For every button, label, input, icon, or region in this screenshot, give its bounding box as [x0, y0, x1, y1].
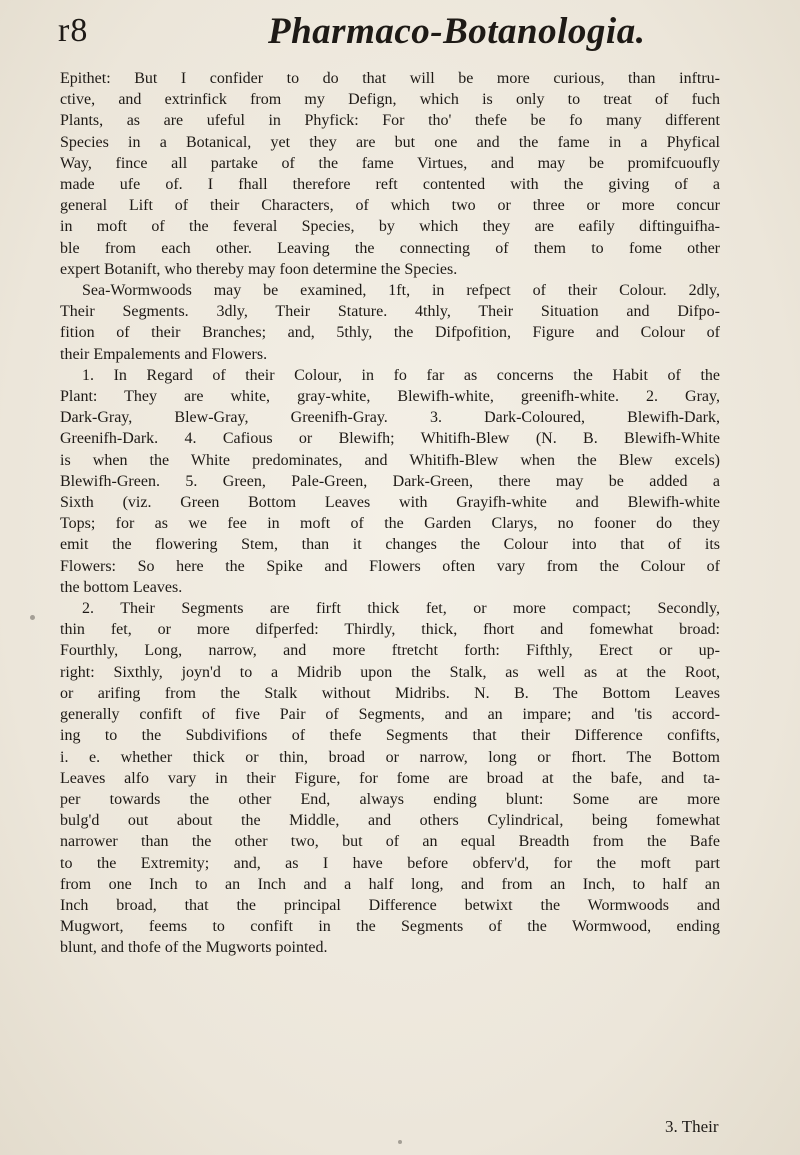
text-line: from one Inch to an Inch and a half long, and from an Inch, to half an — [60, 875, 720, 893]
ink-speck — [398, 1140, 402, 1144]
page-header — [58, 10, 742, 62]
body-text — [60, 68, 720, 959]
text-line: ble from each other. Leaving the connecting of them to fome other — [60, 239, 720, 257]
text-line: fition of their Branches; and, 5thly, the Difpofition, Figure and Colour of — [60, 324, 720, 342]
text-line: Plant: They are white, gray-white, Blewifh-white, greenifh-white. 2. Gray, — [60, 388, 720, 406]
text-line: per towards the other End, always ending blunt: Some are more — [60, 790, 720, 808]
text-line: Sixth (viz. Green Bottom Leaves with Grayifh-white and Blewifh-white — [60, 494, 720, 512]
text-line: their Empalements and Flowers. — [60, 345, 268, 363]
page-number: r8 — [58, 12, 89, 49]
text-line: to the Extremity; and, as I have before obferv'd, for the moft part — [60, 854, 720, 872]
text-line: Their Segments. 3dly, Their Stature. 4thly, Their Situation and Difpo- — [60, 303, 720, 321]
text-line: Sea-Wormwoods may be examined, 1ft, in refpect of their Colour. 2dly, — [82, 282, 720, 300]
text-line: Epithet: But I confider to do that will be more curious, than inftru- — [60, 70, 720, 87]
text-line: general Lift of their Characters, of which two or three or more concur — [60, 197, 720, 215]
text-line: Tops; for as we fee in moft of the Garden Clarys, no fooner do they — [60, 515, 720, 533]
text-line: i. e. whether thick or thin, broad or narrow, long or fhort. The Bottom — [60, 748, 720, 766]
text-line: expert Botanift, who thereby may foon determine the Species. — [60, 260, 458, 278]
text-line: thin fet, or more difperfed: Thirdly, thick, fhort and fomewhat broad: — [60, 621, 720, 639]
text-line: is when the White predominates, and Whitifh-Blew when the Blew excels) — [60, 451, 720, 469]
text-line: Plants, as are ufeful in Phyfick: For tho' thefe be fo many different — [60, 112, 720, 130]
text-line: Greenifh-Dark. 4. Cafious or Blewifh; Whitifh-Blew (N. B. Blewifh-White — [60, 430, 720, 448]
text-line: made ufe of. I fhall therefore reft contented with the giving of a — [60, 176, 720, 194]
text-line: emit the flowering Stem, than it changes the Colour into that of its — [60, 536, 720, 554]
text-line: Fourthly, Long, narrow, and more ftretcht forth: Fifthly, Erect or up- — [60, 642, 720, 660]
text-line: the bottom Leaves. — [60, 578, 183, 596]
text-line: ctive, and extrinfick from my Defign, which is only to treat of fuch — [60, 91, 720, 109]
text-line: Mugwort, feems to confift in the Segments of the Wormwood, ending — [60, 918, 720, 936]
text-line: blunt, and thofe of the Mugworts pointed. — [60, 939, 328, 957]
text-line: generally confift of five Pair of Segments, and an impare; and 'tis accord- — [60, 706, 720, 724]
ink-speck — [30, 615, 35, 620]
text-line: Flowers: So here the Spike and Flowers often vary from the Colour of — [60, 557, 720, 575]
text-line: 2. Their Segments are firft thick fet, or more compact; Secondly, — [82, 600, 720, 618]
text-line: Inch broad, that the principal Difference betwixt the Wormwoods and — [60, 896, 720, 914]
text-line: bulg'd out about the Middle, and others Cylindrical, being fomewhat — [60, 812, 720, 830]
text-line: 1. In Regard of their Colour, in fo far as concerns the Habit of the — [82, 366, 720, 384]
text-line: Way, fince all partake of the fame Virtues, and may be promifcuoufly — [60, 154, 720, 172]
text-line: ing to the Subdivifions of thefe Segments that their Difference confifts, — [60, 727, 720, 745]
text-line: or arifing from the Stalk without Midribs. N. B. The Bottom Leaves — [60, 684, 720, 702]
text-line: in moft of the feveral Species, by which they are eafily diftinguifha- — [60, 218, 720, 236]
catchword: 3. Their — [665, 1117, 719, 1136]
text-line: narrower than the other two, but of an equal Breadth from the Bafe — [60, 833, 720, 851]
text-line: Species in a Botanical, yet they are but one and the fame in a Phyfical — [60, 133, 720, 151]
text-line: Blewifh-Green. 5. Green, Pale-Green, Dark-Green, there may be added a — [60, 472, 720, 490]
text-line: Dark-Gray, Blew-Gray, Greenifh-Gray. 3. Dark-Coloured, Blewifh-Dark, — [60, 409, 720, 427]
text-line: right: Sixthly, joyn'd to a Midrib upon the Stalk, as well as at the Root, — [60, 663, 720, 681]
running-title: Pharmaco-Botanologia. — [268, 11, 646, 52]
text-line: Leaves alfo vary in their Figure, for fome are broad at the bafe, and ta- — [60, 769, 720, 787]
